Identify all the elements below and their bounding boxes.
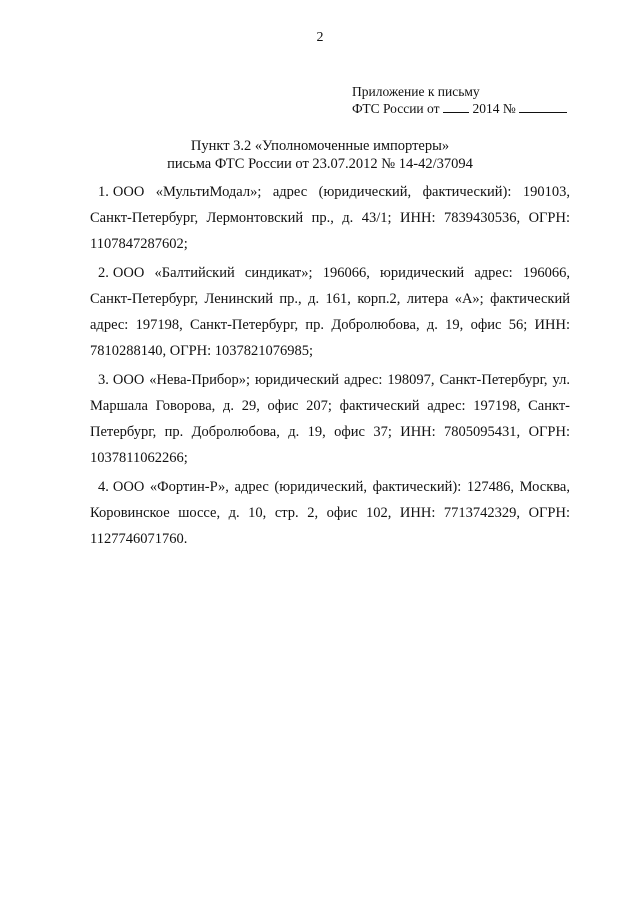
list-item-text: ООО «Балтийский синдикат»; 196066, юридический адрес: 196066, Санкт-Петербург, Ленинский пр., д. 161, корп.2, литера «А»; фактический адрес: 197198, Санкт-Петербург, пр. Добролюбова, д. 19, офис 56; ИНН: 7810288140, ОГРН: 1037821076985; (90, 265, 570, 359)
list-item-number: 4. (98, 479, 109, 495)
list-item-number: 1. (98, 184, 109, 200)
list-item (90, 260, 570, 364)
appendix-line-1: Приложение к письму (352, 84, 480, 99)
appendix-line-2-prefix: ФТС России от (352, 101, 440, 116)
title-line-1: Пункт 3.2 «Уполномоченные импортеры» (190, 138, 450, 154)
list-item-text: ООО «Нева-Прибор»; юридический адрес: 198097, Санкт-Петербург, ул. Маршала Говорова, д. 29, офис 207; фактический адрес: 197198, Санкт-Петербург, пр. Добролюбова, д. 19, офис 37; ИНН: 7805095431, ОГРН: 1037811062266; (90, 372, 570, 466)
appendix-line-2 (352, 100, 567, 117)
page-number: 2 (316, 30, 324, 45)
list-item-text: ООО «МультиМодал»; адрес (юридический, фактический): 190103, Санкт-Петербург, Лермонтовский пр., д. 43/1; ИНН: 7839430536, ОГРН: 1107847287602; (90, 184, 570, 252)
list-item-number: 2. (98, 265, 109, 281)
appendix-line-2-year: 2014 № (472, 101, 516, 116)
list-item (90, 474, 570, 552)
number-blank (519, 100, 567, 113)
appendix-note (352, 83, 567, 117)
document-title (0, 137, 640, 173)
title-line-2: письма ФТС России от 23.07.2012 № 14-42/37094 (167, 156, 473, 172)
list-item (90, 367, 570, 471)
importers-list (90, 179, 570, 555)
list-item-text: ООО «Фортин-Р», адрес (юридический, фактический): 127486, Москва, Коровинское шоссе, д. 10, стр. 2, офис 102, ИНН: 7713742329, ОГРН: 1127746071760. (90, 479, 570, 547)
list-item-number: 3. (98, 372, 109, 388)
date-blank (443, 100, 469, 113)
list-item (90, 179, 570, 257)
